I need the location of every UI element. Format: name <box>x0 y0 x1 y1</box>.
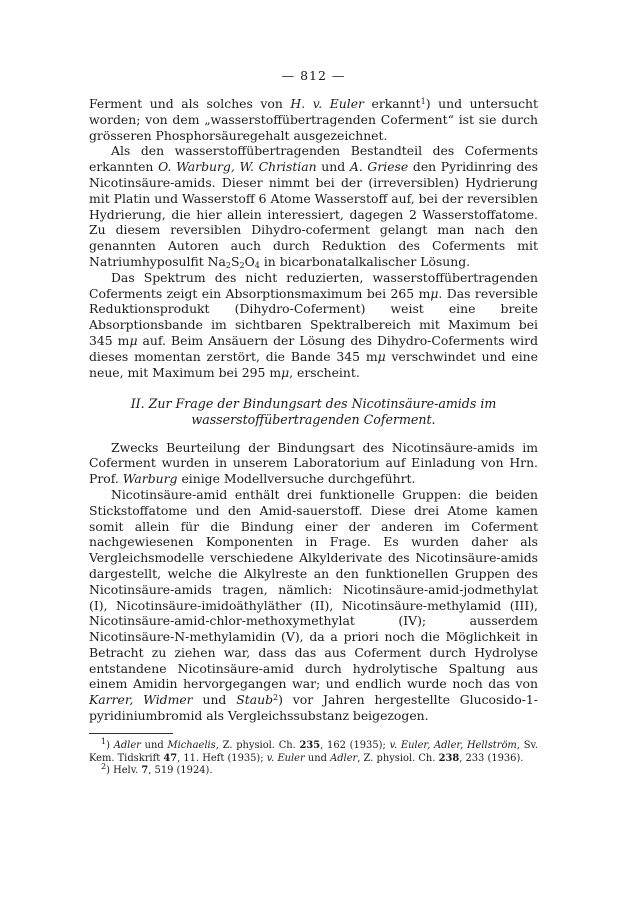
text-run: auf. Beim Ansäuern der Lösung des Dihydro-Coferments wird dieses momentan zerstört, die Bande 345 m <box>89 332 538 364</box>
section-heading: II. Zur Frage der Bindungsart des Nicotinsäure-amids im wasserstoffübertragenden Coferment. <box>130 396 497 427</box>
text-run: Ferment und als solches von <box>89 96 291 111</box>
text-run: , 11. Heft (1935); <box>177 752 267 764</box>
paragraph-4 <box>89 440 538 487</box>
author-name: Michaelis <box>167 739 216 751</box>
text-run: , 519 (1924). <box>148 765 213 777</box>
author-name: A. Griese <box>349 159 409 175</box>
text-run: und <box>140 739 168 751</box>
text-run: . Das reversible Reduktionsprodukt (Dihydro-Coferment) weist eine breite Absorptionsbande im sichtbaren Spektralbereich mit Maximum bei 345 m <box>89 285 538 348</box>
mu-symbol: μ <box>430 285 439 301</box>
text-run: einige Modellversuche durchgeführt. <box>177 471 416 487</box>
text-run: und <box>316 159 350 175</box>
text-run: , Z. physiol. Ch. <box>215 739 300 751</box>
text-run: Zwecks Beurteilung der Bindungsart des Nicotinsäure-amids im Coferment wurden in unserem Laboratorium auf Einladung von Hrn. Prof. <box>89 439 538 487</box>
text-run: den Pyridinring des Nicotinsäure-amids. Dieser nimmt bei der (irreversiblen) Hydrierung mit Platin und Wasserstoff 6 Atome Wasserstoff auf, bei der reversiblen Hydrierung, die hier allein interessiert, dagegen 2 Wasserstoffatome. Zu diesem reversiblen Dihydro-coferment gelangt man nach den genannten Autoren auch durch Reduktion des Coferments mit Natriumhyposulfit Na <box>89 159 538 269</box>
paragraph-1 <box>89 96 538 143</box>
paragraph-3 <box>89 270 538 381</box>
footnote-1: $^1$) Adler und Michaelis, Z. physiol. Ch. 235, 162 (1935); v. Euler, Adler, Hellström, Sv. Kem. Tidskrift 47, 11. Heft (1935); v. Euler und Adler, Z. physiol. Ch. 238, 233 (1936). <box>89 736 539 764</box>
text-run: , erscheint. <box>289 364 360 380</box>
author-name: Adler <box>330 752 358 764</box>
text-run: verschwindet und eine neue, mit Maximum bei 295 m <box>89 348 538 380</box>
footnote-mark: 1 <box>101 736 107 746</box>
author-name: H. v. Euler <box>290 96 364 111</box>
mu-symbol: μ <box>377 348 386 364</box>
footnote-mark: 2 <box>101 762 107 772</box>
text-run: S <box>231 253 240 269</box>
footnote-ref: 2 <box>273 693 279 703</box>
text-run: und <box>192 692 237 708</box>
text-run: in bicarbonatalkalischer Lösung. <box>259 253 471 269</box>
footnote-ref: 1 <box>420 97 426 106</box>
text-run: ) und untersucht worden; von dem „wasserstoffübertragenden Coferment“ ist sie durch grösseren Phosphorsäuregehalt ausgezeichnet. <box>89 96 538 143</box>
mu-symbol: μ <box>281 364 290 380</box>
footnotes <box>89 736 539 778</box>
text-run: ) vor Jahren hergestellte Glucosido-1-pyridiniumbromid als Vergleichssubstanz beigezogen. <box>89 692 538 724</box>
paragraph-2 <box>89 143 538 269</box>
volume-number: 47 <box>163 752 178 764</box>
page-number: — 812 — <box>281 68 346 83</box>
text-run: und <box>304 752 331 764</box>
volume-number: 235 <box>299 739 321 751</box>
author-name: Karrer, Widmer <box>89 692 193 708</box>
paragraph-5 <box>89 487 538 724</box>
volume-number: 7 <box>141 765 149 777</box>
text-run: Nicotinsäure-amid enthält drei funktionelle Gruppen: die beiden Stickstoffatome und den Amid-sauerstoff. Diese drei Atome kamen somit allein für die Bindung einer der anderen im Coferment nachgewiesenen Komponenten in Frage. Es wurden daher als Vergleichsmodelle verschiedene Alkylderivate des Nicotinsäure-amids dargestellt, welche die Alkylreste an den funktionellen Gruppen des Nicotinsäure-amids tragen, nämlich: Nicotinsäure-amid-jodmethylat (I), Nicotinsäure-imidoäthyläther (II), Nicotinsäure-methylamid (III), Nicotinsäure-amid-chlor-methoxymethylat (IV); ausserdem Nicotinsäure-N-methylamidin (V), da a priori noch die Möglichkeit in Betracht zu ziehen war, dass das aus Coferment durch Hydrolyse entstandene Nicotinsäure-amid durch hydrolytische Spaltung aus einem Amidin hervorgegangen war; und endlich wurde noch das von <box>89 486 538 692</box>
subscript: 4 <box>254 260 260 270</box>
author-name: v. Euler, Adler, Hellström <box>389 739 517 751</box>
text-run: , 162 (1935); <box>320 739 390 751</box>
text-run: Das Spektrum des nicht reduzierten, wasserstoffübertragenden Coferments zeigt ein Absorptionsmaximum bei 265 m <box>89 269 538 301</box>
volume-number: 238 <box>438 752 460 764</box>
text-run: ) Helv. <box>106 765 142 777</box>
text-run: , Sv. Kem. Tidskrift <box>89 739 539 764</box>
author-name: O. Warburg, W. Christian <box>158 159 317 175</box>
author-name: Adler <box>113 739 141 751</box>
text-run: erkannt <box>363 96 421 111</box>
text-run: O <box>244 253 255 269</box>
author-name: Warburg <box>122 471 178 487</box>
text-run: , Z. physiol. Ch. <box>357 752 439 764</box>
footnote-2 <box>89 762 538 778</box>
author-name: v. Euler <box>266 752 305 764</box>
mu-symbol: μ <box>129 332 138 348</box>
footnote-divider <box>89 733 173 734</box>
body-text <box>89 96 538 724</box>
subscript: 2 <box>225 260 232 270</box>
subscript: 2 <box>239 260 245 270</box>
text-run: Als den wasserstoffübertragenden Bestandteil des Coferments erkannten <box>89 143 538 175</box>
text-run: , 233 (1936). <box>459 752 524 764</box>
author-name: Staub <box>236 692 274 708</box>
